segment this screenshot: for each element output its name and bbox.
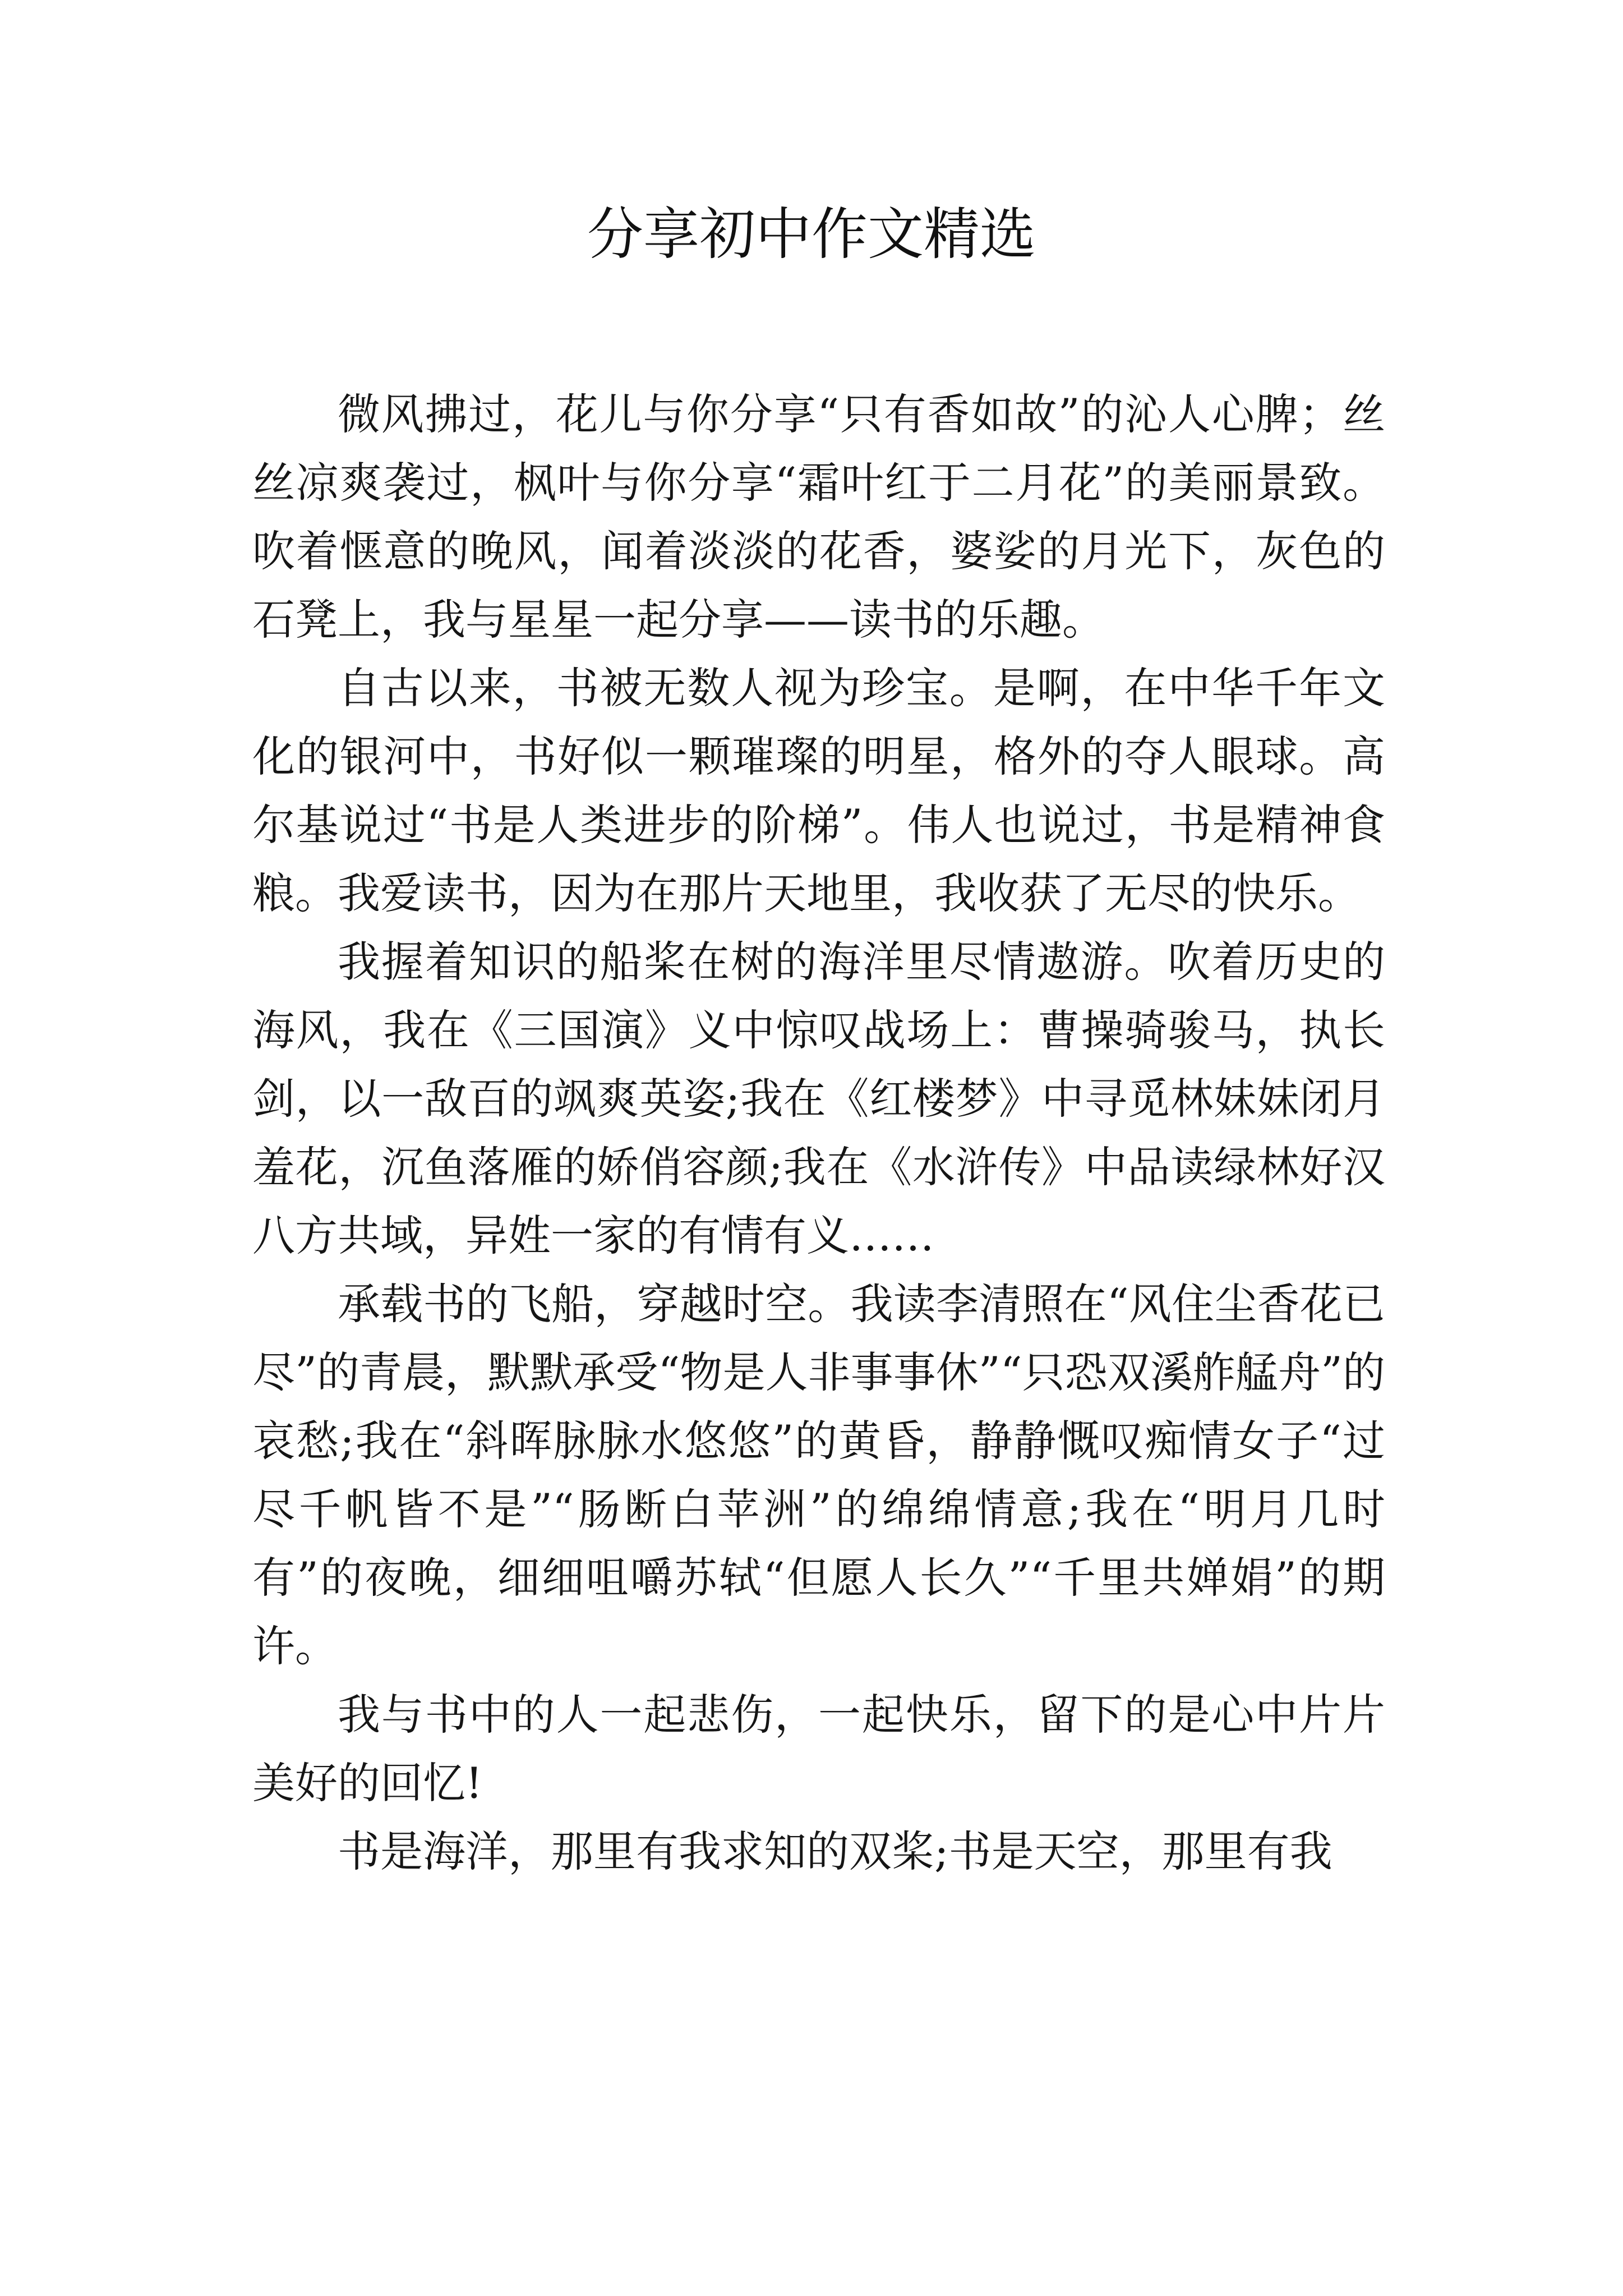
paragraph: 我与书中的人一起悲伤，一起快乐，留下的是心中片片美好的回忆! bbox=[252, 1690, 1385, 1808]
paragraph: 承载书的飞船，穿越时空。我读李清照在“风住尘香花已尽”的青晨，默默承受“物是人非事事休”“只恐双溪舴艋舟”的哀愁;我在“斜晖脉脉水悠悠”的黄昏，静静慨叹痴情女子“过尽千帆皆不是”“肠断白苹洲”的绵绵情意;我在“明月几时有”的夜晚，细细咀嚼苏轼“但愿人长久”“千里共婵娟”的期许。 bbox=[252, 1279, 1385, 1671]
paragraph: 我握着知识的船桨在树的海洋里尽情遨游。吹着历史的海风，我在《三国演》义中惊叹战场上：曹操骑骏马，执长剑，以一敌百的飒爽英姿;我在《红楼梦》中寻觅林妹妹闭月羞花，沉鱼落雁的娇俏容颜;我在《水浒传》中品读绿林好汉八方共域，异姓一家的有情有义…… bbox=[252, 937, 1385, 1260]
document-title: 分享初中作文精选 bbox=[587, 201, 1036, 267]
paragraph: 自古以来，书被无数人视为珍宝。是啊，在中华千年文化的银河中，书好似一颗璀璨的明星，格外的夺人眼球。高尔基说过“书是人类进步的阶梯”。伟人也说过，书是精神食粮。我爱读书，因为在那片天地里，我收获了无尽的快乐。 bbox=[252, 663, 1385, 918]
paragraph: 书是海洋，那里有我求知的双桨;书是天空，那里有我 bbox=[338, 1826, 1332, 1876]
paragraph: 微风拂过，花儿与你分享“只有香如故”的沁人心脾；丝丝凉爽袭过，枫叶与你分享“霜叶红于二月花”的美丽景致。吹着惬意的晚风，闻着淡淡的花香，婆娑的月光下，灰色的石凳上，我与星星一起分享——读书的乐趣。 bbox=[252, 389, 1385, 645]
document-body bbox=[252, 380, 1385, 1886]
